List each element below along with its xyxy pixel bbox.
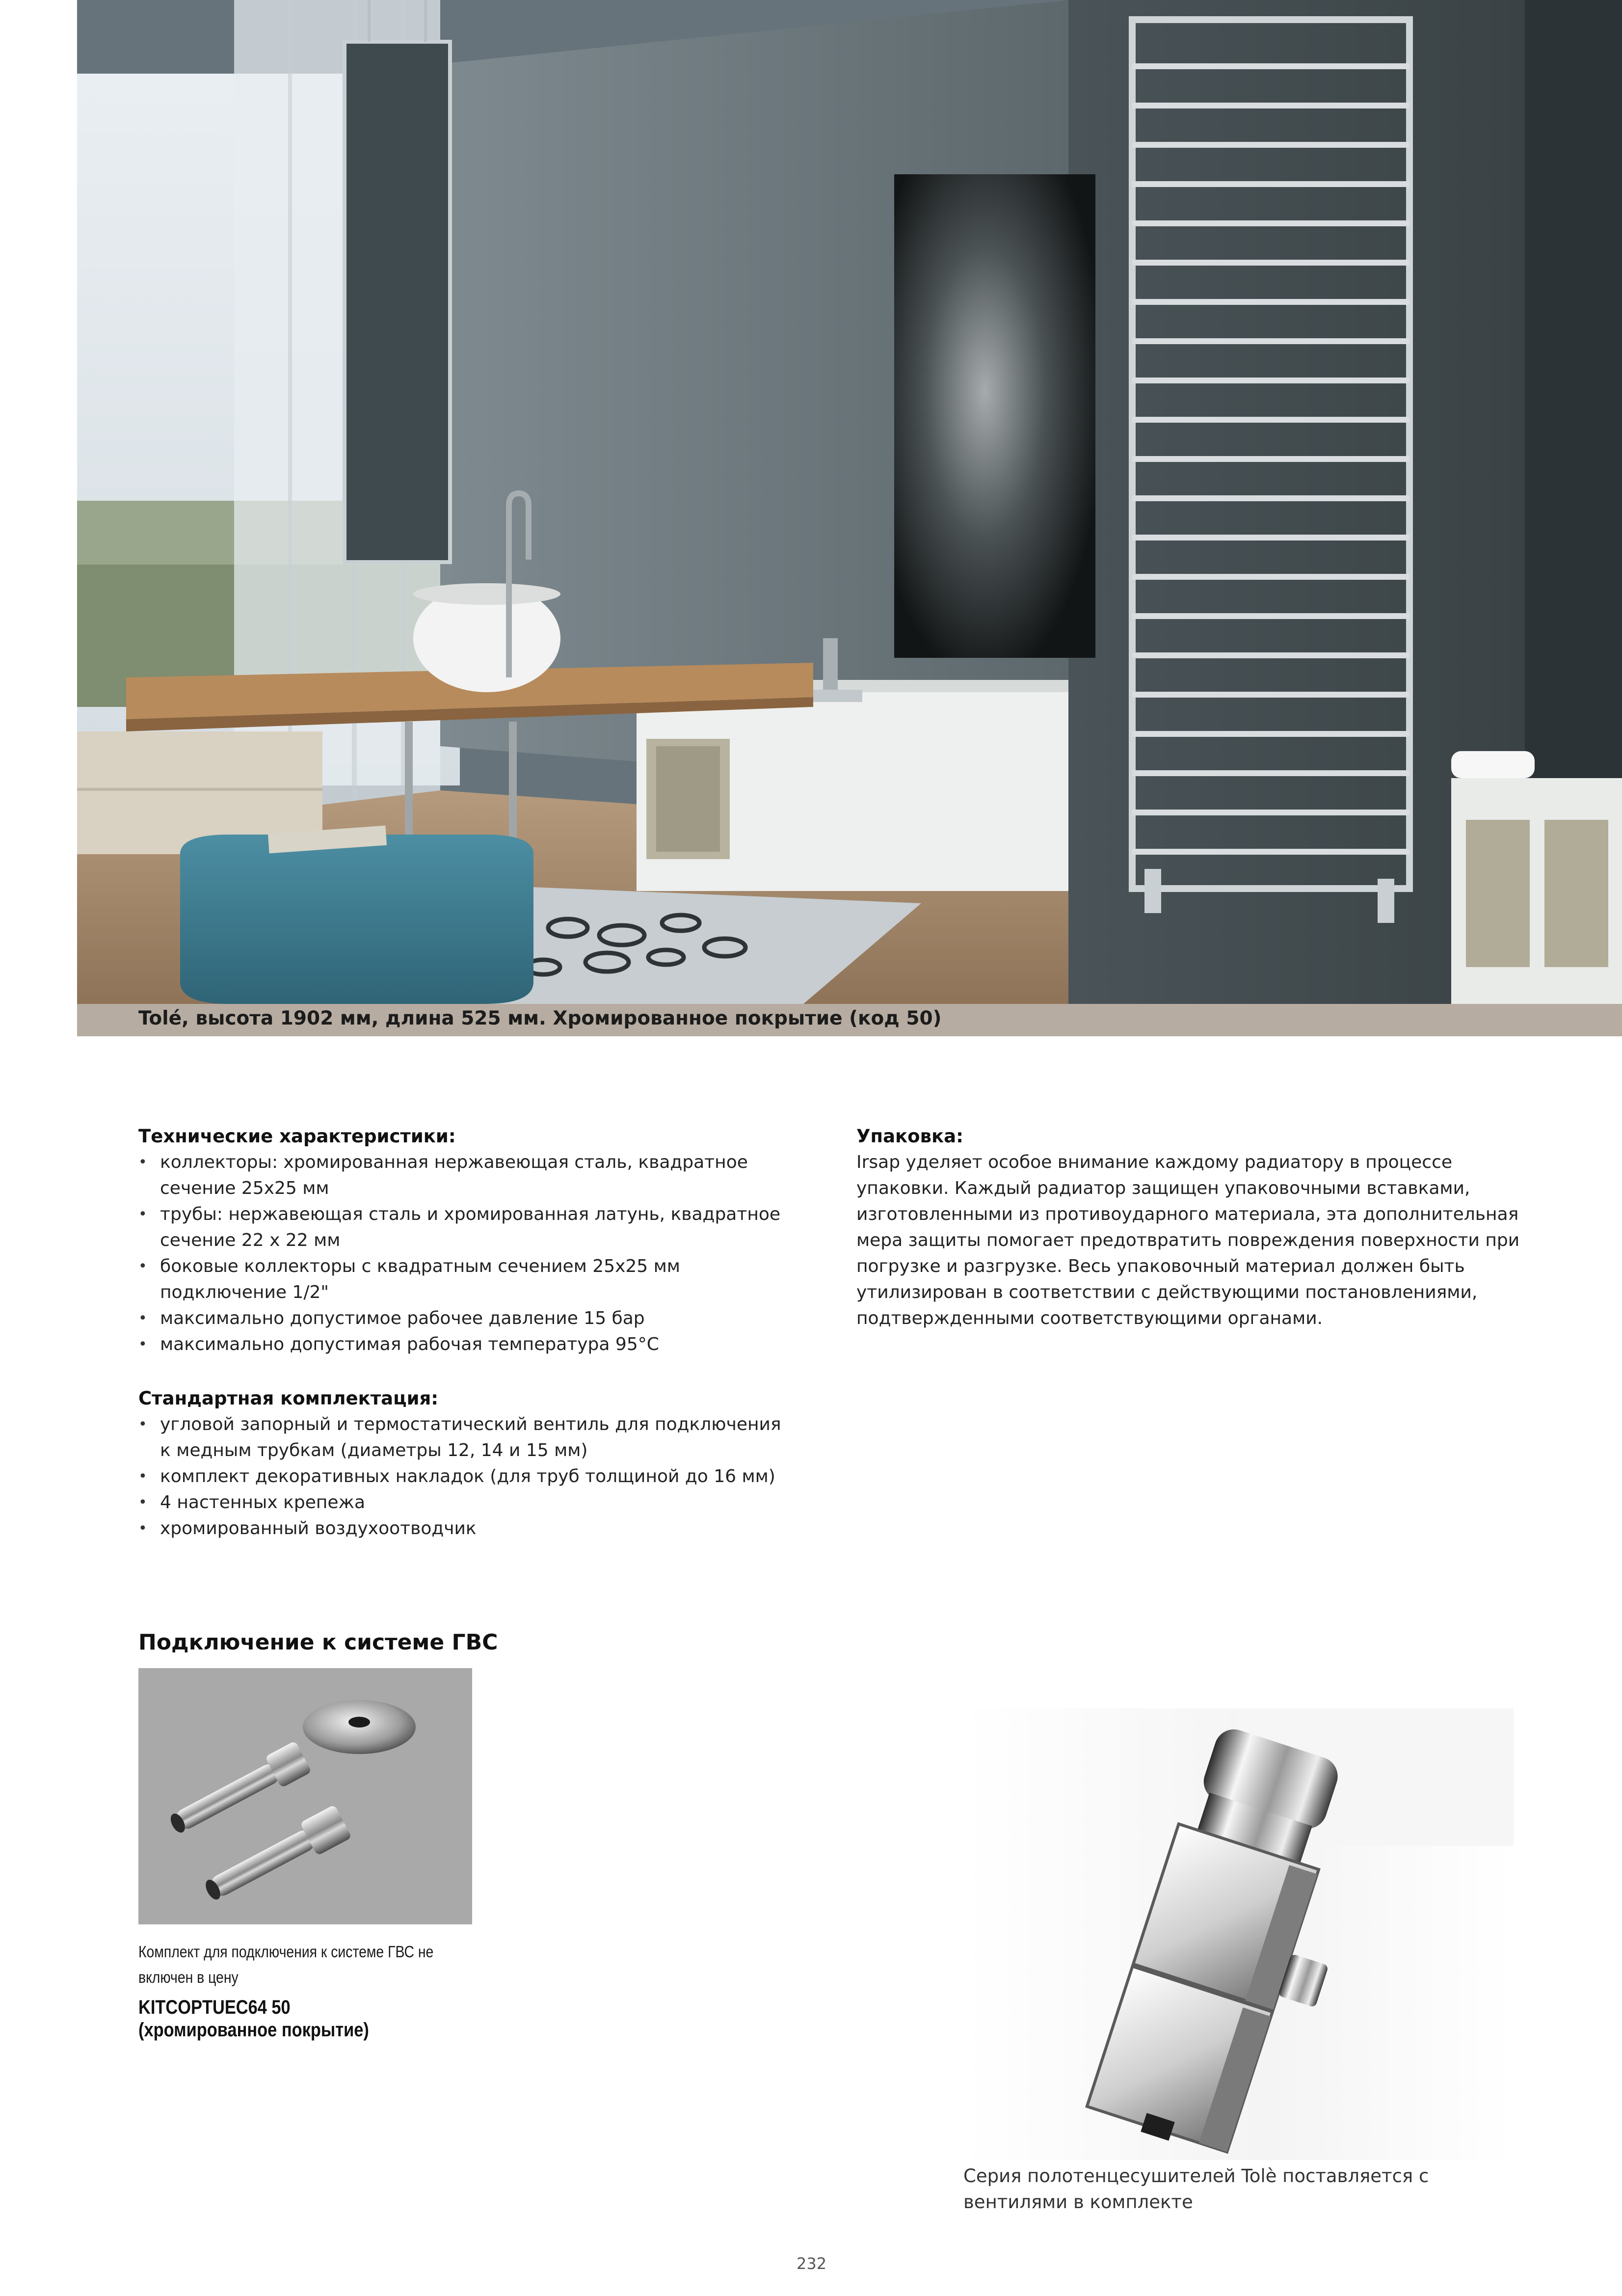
packaging-text: Irsap уделяет особое внимание каждому радиатору в процессе упаковки. Каждый радиатор защищен упаковочными вставками, изготовленными из противоударного материала, эта дополнительная мера защиты помогает предотвратить повреждения поверхности при погрузке и разгрузке. Весь упаковочный материал должен быть утилизирован в соответствии с действующими постановлениями, подтвержденными соответствующими органами.	[856, 1152, 1520, 1328]
tech-specs-title: Технические характеристики:	[138, 1126, 456, 1147]
hero-caption: Tolé, высота 1902 мм, длина 525 мм. Хромированное покрытие (код 50)	[138, 1007, 942, 1029]
list-item: • максимально допустимое рабочее давление 15 бар	[138, 1305, 791, 1331]
kit-finish: (хромированное покрытие)	[138, 2019, 369, 2041]
connection-kit-photo	[138, 1668, 472, 1924]
connection-kit-note: Комплект для подключения к системе ГВС не включен в цену	[138, 1943, 434, 1986]
gvs-title: Подключение к системе ГВС	[138, 1630, 498, 1655]
packaging-title: Упаковка:	[856, 1126, 963, 1147]
list-item: • комплект декоративных накладок (для труб толщиной до 16 мм)	[138, 1463, 791, 1489]
standard-kit-title: Стандартная комплектация:	[138, 1388, 439, 1409]
hero-photo	[77, 0, 1622, 1004]
list-item: • коллекторы: хромированная нержавеющая сталь, квадратное сечение 25x25 мм	[138, 1149, 791, 1201]
list-item: • хромированный воздухоотводчик	[138, 1515, 791, 1541]
tech-specs-list	[138, 1149, 791, 1357]
standard-kit-section	[138, 1386, 791, 1541]
connection-kit-code	[138, 1996, 459, 2041]
packaging-section	[856, 1124, 1531, 1331]
list-item: • трубы: нержавеющая сталь и хромированная латунь, квадратное сечение 22 х 22 мм	[138, 1201, 791, 1253]
page-number: 232	[797, 2254, 827, 2273]
kit-code: KITCOPTUEC64 50	[138, 1997, 291, 2018]
valve-caption: Серия полотенцесушителей Tolè поставляется с вентилями в комплекте	[963, 2165, 1429, 2213]
list-item: • 4 настенных крепежа	[138, 1489, 791, 1515]
tech-specs-section	[138, 1124, 791, 1357]
list-item: • угловой запорный и термостатический вентиль для подключения к медным трубкам (диаметры 12, 14 и 15 мм)	[138, 1411, 791, 1463]
list-item: • максимально допустимая рабочая температура 95°C	[138, 1331, 791, 1357]
list-item: • боковые коллекторы с квадратным сечением 25x25 мм подключение 1/2"	[138, 1253, 791, 1305]
standard-kit-list	[138, 1411, 791, 1541]
valve-photo	[963, 1708, 1514, 2160]
